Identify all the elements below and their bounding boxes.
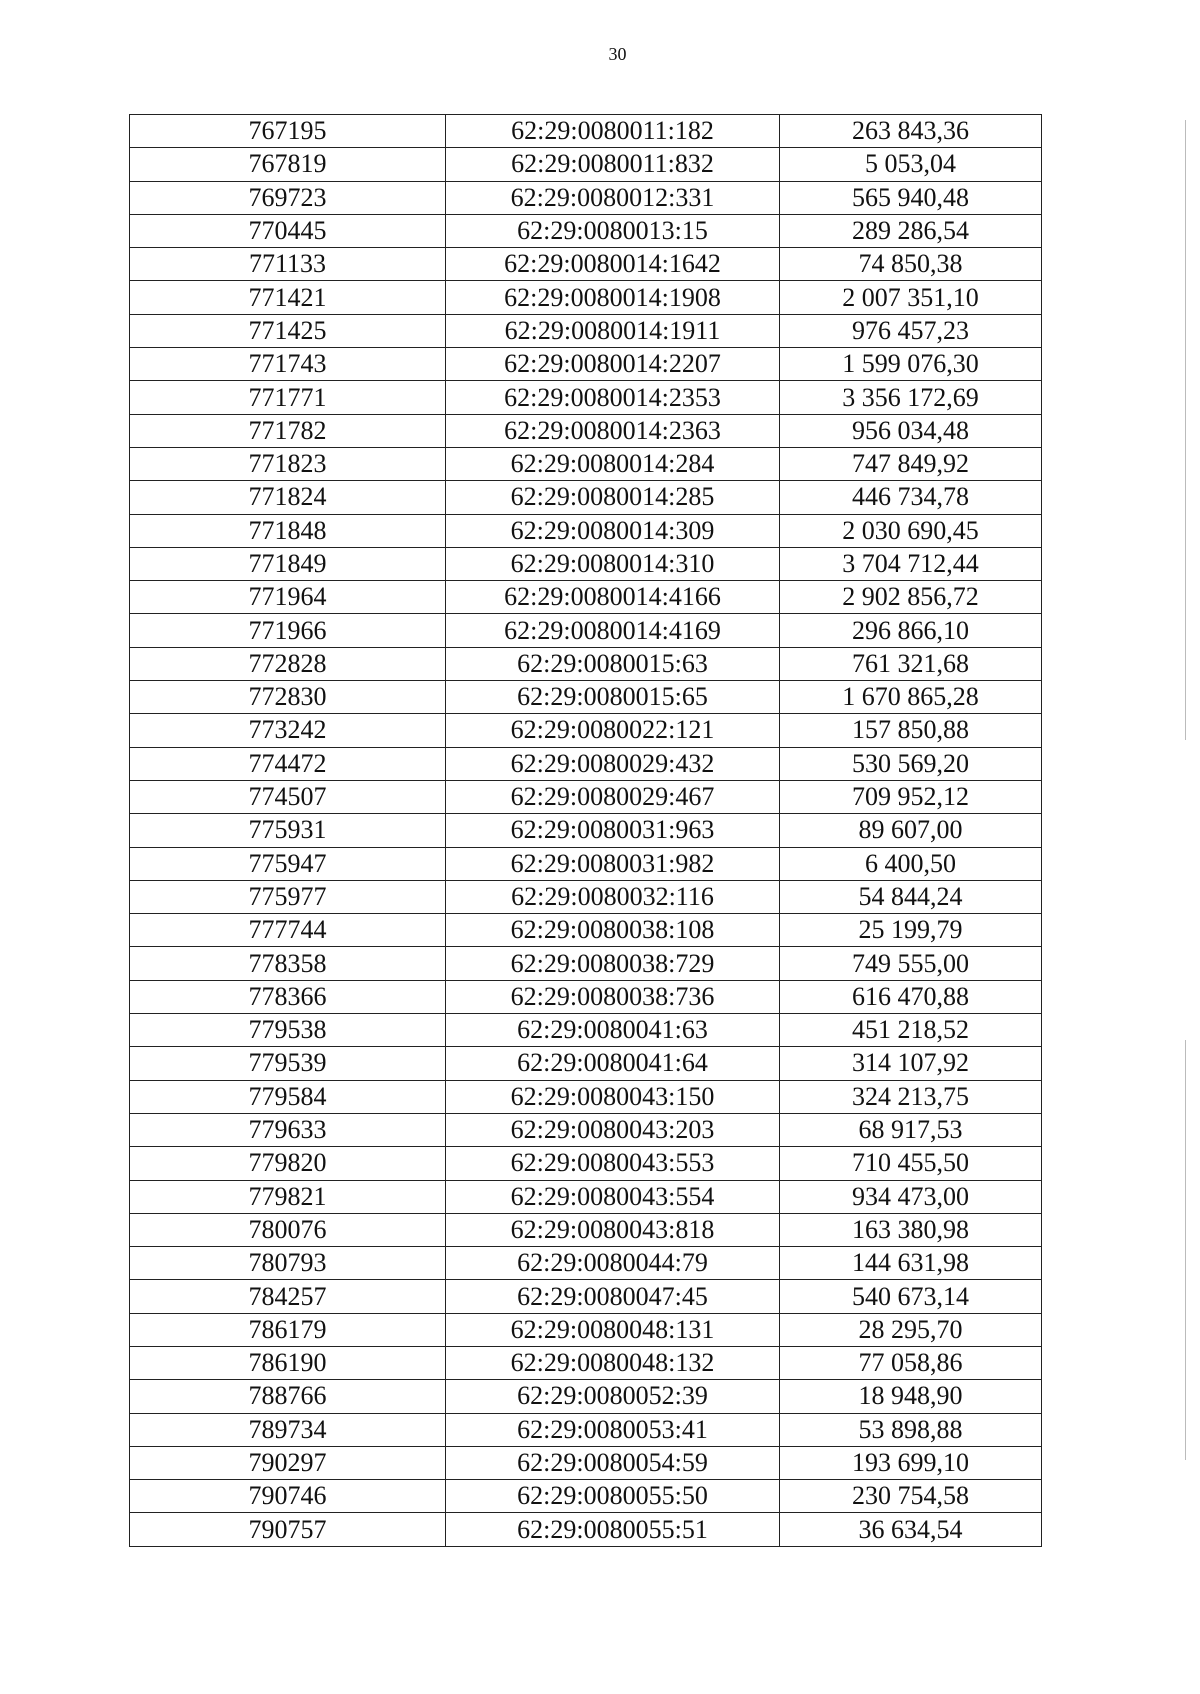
- cell-object-id: 771782: [130, 414, 446, 447]
- table-row: [130, 947, 1042, 980]
- cell-cadastral-number: 62:29:0080014:2363: [446, 414, 780, 447]
- cell-cadastral-number: 62:29:0080032:116: [446, 880, 780, 913]
- cell-object-id: 771771: [130, 381, 446, 414]
- cell-cadastral-value: 956 034,48: [780, 414, 1042, 447]
- cell-cadastral-number: 62:29:0080031:963: [446, 814, 780, 847]
- table-row: [130, 747, 1042, 780]
- cell-object-id: 779633: [130, 1113, 446, 1146]
- table-row: [130, 181, 1042, 214]
- cell-cadastral-number: 62:29:0080041:64: [446, 1047, 780, 1080]
- table-row: [130, 1313, 1042, 1346]
- cell-object-id: 790297: [130, 1446, 446, 1479]
- cell-cadastral-value: 3 356 172,69: [780, 381, 1042, 414]
- cell-cadastral-number: 62:29:0080014:1642: [446, 248, 780, 281]
- cell-object-id: 778358: [130, 947, 446, 980]
- cell-cadastral-number: 62:29:0080043:150: [446, 1080, 780, 1113]
- table-row: [130, 214, 1042, 247]
- cell-object-id: 767195: [130, 115, 446, 148]
- table-body: [130, 115, 1042, 1547]
- cell-cadastral-number: 62:29:0080043:554: [446, 1180, 780, 1213]
- table-row: [130, 1446, 1042, 1479]
- cell-cadastral-value: 54 844,24: [780, 880, 1042, 913]
- cell-object-id: 779584: [130, 1080, 446, 1113]
- scan-edge-line: [1185, 1040, 1186, 1460]
- cell-cadastral-number: 62:29:0080014:1908: [446, 281, 780, 314]
- cell-object-id: 780793: [130, 1247, 446, 1280]
- cell-cadastral-number: 62:29:0080013:15: [446, 214, 780, 247]
- table-row: [130, 281, 1042, 314]
- cell-cadastral-number: 62:29:0080011:832: [446, 148, 780, 181]
- cell-object-id: 779539: [130, 1047, 446, 1080]
- cell-cadastral-number: 62:29:0080052:39: [446, 1380, 780, 1413]
- cell-cadastral-number: 62:29:0080043:203: [446, 1113, 780, 1146]
- cell-cadastral-number: 62:29:0080029:467: [446, 780, 780, 813]
- cell-object-id: 771743: [130, 348, 446, 381]
- table-row: [130, 1213, 1042, 1246]
- cell-cadastral-value: 193 699,10: [780, 1446, 1042, 1479]
- cell-object-id: 772828: [130, 647, 446, 680]
- table-row: [130, 514, 1042, 547]
- table-row: [130, 780, 1042, 813]
- cell-object-id: 786190: [130, 1346, 446, 1379]
- cell-object-id: 790757: [130, 1513, 446, 1546]
- cell-cadastral-value: 747 849,92: [780, 447, 1042, 480]
- cell-cadastral-value: 144 631,98: [780, 1247, 1042, 1280]
- cell-object-id: 789734: [130, 1413, 446, 1446]
- cell-object-id: 774472: [130, 747, 446, 780]
- table-row: [130, 547, 1042, 580]
- cell-cadastral-number: 62:29:0080038:108: [446, 914, 780, 947]
- cell-object-id: 775947: [130, 847, 446, 880]
- cell-object-id: 777744: [130, 914, 446, 947]
- cell-cadastral-value: 89 607,00: [780, 814, 1042, 847]
- table-row: [130, 481, 1042, 514]
- cell-object-id: 780076: [130, 1213, 446, 1246]
- cell-object-id: 775977: [130, 880, 446, 913]
- cell-cadastral-number: 62:29:0080054:59: [446, 1446, 780, 1479]
- table-row: [130, 1047, 1042, 1080]
- table-row: [130, 248, 1042, 281]
- cell-object-id: 790746: [130, 1480, 446, 1513]
- cell-cadastral-value: 25 199,79: [780, 914, 1042, 947]
- cell-cadastral-value: 749 555,00: [780, 947, 1042, 980]
- cell-object-id: 771823: [130, 447, 446, 480]
- cell-cadastral-number: 62:29:0080014:4169: [446, 614, 780, 647]
- table-row: [130, 814, 1042, 847]
- cell-cadastral-value: 289 286,54: [780, 214, 1042, 247]
- cell-cadastral-number: 62:29:0080014:4166: [446, 581, 780, 614]
- cell-cadastral-value: 934 473,00: [780, 1180, 1042, 1213]
- cell-cadastral-number: 62:29:0080011:182: [446, 115, 780, 148]
- table-row: [130, 1014, 1042, 1047]
- cell-cadastral-number: 62:29:0080048:131: [446, 1313, 780, 1346]
- cell-cadastral-value: 761 321,68: [780, 647, 1042, 680]
- cell-cadastral-value: 2 902 856,72: [780, 581, 1042, 614]
- cell-cadastral-number: 62:29:0080038:736: [446, 980, 780, 1013]
- cell-cadastral-value: 263 843,36: [780, 115, 1042, 148]
- cell-object-id: 769723: [130, 181, 446, 214]
- cell-cadastral-value: 163 380,98: [780, 1213, 1042, 1246]
- cell-cadastral-value: 565 940,48: [780, 181, 1042, 214]
- cell-object-id: 784257: [130, 1280, 446, 1313]
- cell-cadastral-value: 446 734,78: [780, 481, 1042, 514]
- cell-cadastral-number: 62:29:0080012:331: [446, 181, 780, 214]
- cell-object-id: 786179: [130, 1313, 446, 1346]
- cell-cadastral-number: 62:29:0080038:729: [446, 947, 780, 980]
- cell-cadastral-value: 2 007 351,10: [780, 281, 1042, 314]
- cell-cadastral-value: 530 569,20: [780, 747, 1042, 780]
- cell-cadastral-value: 1 670 865,28: [780, 681, 1042, 714]
- table-row: [130, 1346, 1042, 1379]
- cell-object-id: 788766: [130, 1380, 446, 1413]
- cell-cadastral-value: 157 850,88: [780, 714, 1042, 747]
- cell-cadastral-number: 62:29:0080029:432: [446, 747, 780, 780]
- table-row: [130, 148, 1042, 181]
- data-table: [129, 114, 1042, 1547]
- cell-cadastral-value: 2 030 690,45: [780, 514, 1042, 547]
- cell-cadastral-number: 62:29:0080014:2207: [446, 348, 780, 381]
- cell-object-id: 779820: [130, 1147, 446, 1180]
- cell-object-id: 767819: [130, 148, 446, 181]
- table-row: [130, 581, 1042, 614]
- table-row: [130, 1247, 1042, 1280]
- cell-cadastral-number: 62:29:0080041:63: [446, 1014, 780, 1047]
- table-row: [130, 1280, 1042, 1313]
- cell-cadastral-number: 62:29:0080022:121: [446, 714, 780, 747]
- table-row: [130, 414, 1042, 447]
- table-row: [130, 348, 1042, 381]
- table-row: [130, 1080, 1042, 1113]
- cell-cadastral-value: 6 400,50: [780, 847, 1042, 880]
- cell-cadastral-value: 36 634,54: [780, 1513, 1042, 1546]
- cell-cadastral-number: 62:29:0080043:553: [446, 1147, 780, 1180]
- cell-cadastral-value: 976 457,23: [780, 314, 1042, 347]
- cell-cadastral-value: 74 850,38: [780, 248, 1042, 281]
- cell-object-id: 774507: [130, 780, 446, 813]
- table-row: [130, 1113, 1042, 1146]
- table-row: [130, 1147, 1042, 1180]
- cell-cadastral-number: 62:29:0080055:50: [446, 1480, 780, 1513]
- table-row: [130, 1413, 1042, 1446]
- cell-object-id: 771824: [130, 481, 446, 514]
- table-row: [130, 447, 1042, 480]
- table-row: [130, 714, 1042, 747]
- cell-object-id: 779821: [130, 1180, 446, 1213]
- cell-cadastral-value: 296 866,10: [780, 614, 1042, 647]
- cell-cadastral-value: 28 295,70: [780, 1313, 1042, 1346]
- table-row: [130, 115, 1042, 148]
- cell-cadastral-value: 709 952,12: [780, 780, 1042, 813]
- cell-cadastral-number: 62:29:0080014:2353: [446, 381, 780, 414]
- cell-cadastral-number: 62:29:0080015:63: [446, 647, 780, 680]
- cell-cadastral-value: 710 455,50: [780, 1147, 1042, 1180]
- cell-cadastral-number: 62:29:0080047:45: [446, 1280, 780, 1313]
- cell-object-id: 770445: [130, 214, 446, 247]
- table-row: [130, 1180, 1042, 1213]
- cell-object-id: 771421: [130, 281, 446, 314]
- table-row: [130, 1380, 1042, 1413]
- cell-object-id: 771133: [130, 248, 446, 281]
- cell-cadastral-value: 314 107,92: [780, 1047, 1042, 1080]
- table-row: [130, 880, 1042, 913]
- cell-object-id: 775931: [130, 814, 446, 847]
- cell-cadastral-number: 62:29:0080043:818: [446, 1213, 780, 1246]
- cell-cadastral-value: 616 470,88: [780, 980, 1042, 1013]
- cell-cadastral-value: 230 754,58: [780, 1480, 1042, 1513]
- table-row: [130, 980, 1042, 1013]
- cell-cadastral-value: 451 218,52: [780, 1014, 1042, 1047]
- cell-object-id: 772830: [130, 681, 446, 714]
- table-row: [130, 314, 1042, 347]
- cell-object-id: 779538: [130, 1014, 446, 1047]
- page-number: 30: [608, 44, 627, 64]
- cell-object-id: 771849: [130, 547, 446, 580]
- cell-cadastral-number: 62:29:0080055:51: [446, 1513, 780, 1546]
- cell-cadastral-value: 324 213,75: [780, 1080, 1042, 1113]
- scan-edge-line: [1185, 120, 1186, 740]
- cell-cadastral-value: 68 917,53: [780, 1113, 1042, 1146]
- table-row: [130, 1513, 1042, 1546]
- cell-cadastral-number: 62:29:0080031:982: [446, 847, 780, 880]
- table-row: [130, 647, 1042, 680]
- cell-cadastral-value: 53 898,88: [780, 1413, 1042, 1446]
- cell-cadastral-number: 62:29:0080048:132: [446, 1346, 780, 1379]
- cell-cadastral-value: 540 673,14: [780, 1280, 1042, 1313]
- cell-cadastral-value: 5 053,04: [780, 148, 1042, 181]
- cell-cadastral-value: 18 948,90: [780, 1380, 1042, 1413]
- cell-cadastral-number: 62:29:0080044:79: [446, 1247, 780, 1280]
- table-row: [130, 614, 1042, 647]
- cell-cadastral-value: 3 704 712,44: [780, 547, 1042, 580]
- table-row: [130, 847, 1042, 880]
- table-row: [130, 681, 1042, 714]
- cell-cadastral-number: 62:29:0080015:65: [446, 681, 780, 714]
- cell-cadastral-number: 62:29:0080053:41: [446, 1413, 780, 1446]
- cell-cadastral-value: 77 058,86: [780, 1346, 1042, 1379]
- table-row: [130, 914, 1042, 947]
- cell-cadastral-value: 1 599 076,30: [780, 348, 1042, 381]
- cell-cadastral-number: 62:29:0080014:1911: [446, 314, 780, 347]
- cell-object-id: 771966: [130, 614, 446, 647]
- cell-cadastral-number: 62:29:0080014:285: [446, 481, 780, 514]
- cell-object-id: 771964: [130, 581, 446, 614]
- cell-object-id: 778366: [130, 980, 446, 1013]
- table-row: [130, 1480, 1042, 1513]
- cell-object-id: 771425: [130, 314, 446, 347]
- cell-object-id: 773242: [130, 714, 446, 747]
- cell-cadastral-number: 62:29:0080014:310: [446, 547, 780, 580]
- cell-cadastral-number: 62:29:0080014:284: [446, 447, 780, 480]
- cell-cadastral-number: 62:29:0080014:309: [446, 514, 780, 547]
- table-row: [130, 381, 1042, 414]
- cell-object-id: 771848: [130, 514, 446, 547]
